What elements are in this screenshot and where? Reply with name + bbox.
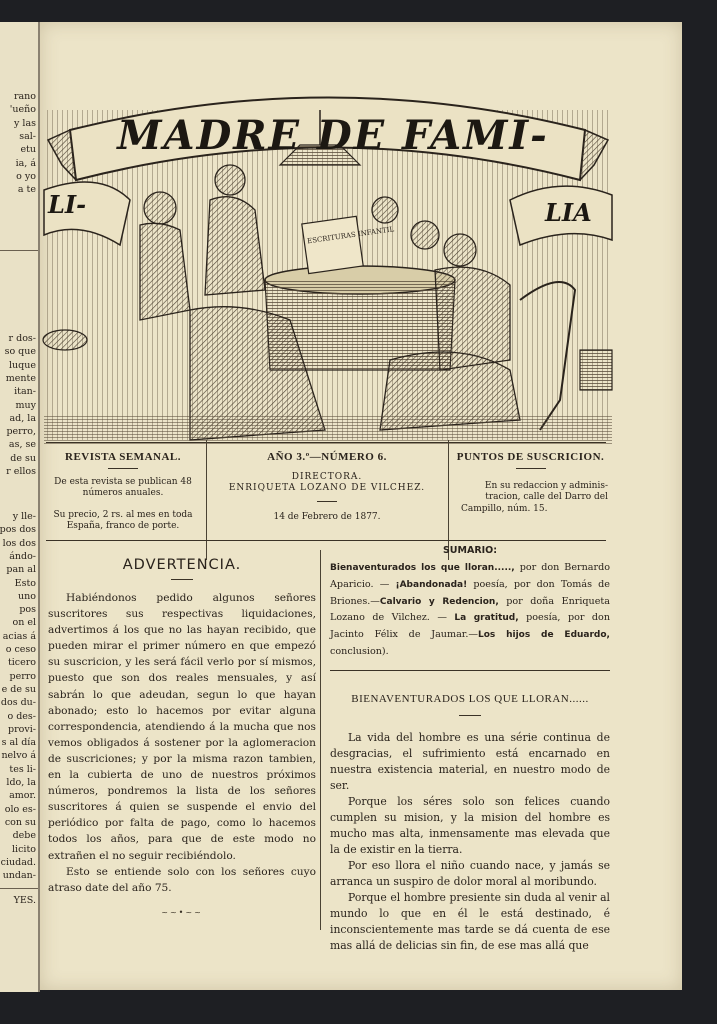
ornament: ~~•~~ bbox=[161, 907, 203, 917]
info-bottom-rule bbox=[46, 540, 606, 541]
left-page-rule bbox=[0, 250, 38, 251]
left-page-text-fragment: o yo bbox=[16, 170, 36, 182]
sumario-rule bbox=[330, 670, 610, 671]
issue-number: AÑO 3.º—NÚMERO 6. bbox=[267, 451, 387, 463]
director-role: DIRECTORA. bbox=[291, 471, 363, 482]
left-page-text-fragment: e de su bbox=[1, 683, 36, 695]
sumario-item-byline: por doña Enriqueta Lozano de Vilchez. — bbox=[330, 595, 610, 624]
info-left-line: Su precio, 2 rs. al mes en toda bbox=[53, 509, 193, 520]
article-paragraph: Porque los séres solo son felices cuando cumplen su mision, y la mision del hombre es mucho mas alta, inmensamente mas elevada que la de existir en la tierra. bbox=[330, 794, 610, 856]
left-page-text-fragment: y lle- bbox=[12, 511, 36, 522]
title-rule bbox=[459, 715, 481, 716]
left-page-text-fragment: as, se bbox=[8, 439, 36, 451]
info-left-line: números anuales. bbox=[82, 488, 164, 498]
masthead bbox=[40, 70, 617, 460]
left-page-text-fragment: ldo, la bbox=[6, 777, 36, 788]
left-page-text-fragment: ticero bbox=[7, 657, 36, 669]
right-column bbox=[330, 545, 610, 954]
sumario-item-byline: poesía, por don Tomás de Briones.— bbox=[330, 578, 610, 607]
masthead-title-suffix-left: LI- bbox=[48, 190, 87, 219]
article-title: BIENAVENTURADOS LOS QUE LLORAN...... bbox=[351, 692, 589, 705]
sumario-item-byline: poesía, por don Jacinto Félix de Jaumar.— bbox=[330, 612, 611, 641]
left-page-text-fragment: itan- bbox=[14, 386, 36, 398]
left-page-text-fragment: sal- bbox=[19, 130, 36, 142]
advertencia-title: ADVERTENCIA. bbox=[122, 557, 242, 573]
masthead-title-suffix-right: LIA bbox=[545, 198, 592, 227]
illustration-sign: ESCRITURAS INFANTIL bbox=[306, 225, 395, 246]
info-subscription-column bbox=[48, 440, 198, 574]
sumario-item-title: Los hijos de Eduardo, bbox=[477, 630, 610, 641]
left-page-text-fragment: perro, bbox=[6, 426, 36, 438]
info-left-line: De esta revista se publican 48 bbox=[54, 476, 192, 487]
advertencia-column bbox=[48, 557, 316, 917]
info-right-heading: PUNTOS DE SUSCRICION. bbox=[456, 451, 605, 463]
sumario-text bbox=[330, 560, 610, 660]
newspaper-page bbox=[40, 22, 682, 990]
left-page-text-fragment: ándo- bbox=[9, 550, 36, 562]
left-page-text-fragment: pos dos bbox=[0, 524, 36, 536]
sumario-title: SUMARIO: bbox=[442, 545, 498, 556]
left-page-text-fragment: ciudad. bbox=[0, 856, 36, 868]
left-page-text-fragment: provi- bbox=[8, 723, 36, 735]
left-page-text-fragment: mente bbox=[5, 372, 36, 384]
left-page-text-fragment: acias á bbox=[2, 630, 36, 642]
left-page-text-fragment: rano bbox=[13, 91, 36, 102]
left-page-text-fragment: y las bbox=[14, 117, 36, 129]
info-right-line: Campillo, núm. 15. bbox=[461, 503, 548, 514]
left-page-text-fragment: licito bbox=[12, 843, 36, 855]
left-page-text-fragment: dos du- bbox=[0, 697, 36, 709]
left-page-text-fragment: 'ueño bbox=[9, 104, 36, 116]
article-paragraph: La vida del hombre es una série continua de desgracias, el sufrimiento está encarnado en nuestra existencia material, en nuestro modo de ser. bbox=[330, 730, 610, 792]
left-page-text-fragment: undan- bbox=[2, 870, 36, 882]
sumario-item-title: ¡Abandonada! bbox=[395, 579, 468, 590]
left-page-text-fragment: perro bbox=[9, 670, 36, 682]
masthead-title: MADRE DE FAMI- bbox=[117, 112, 549, 159]
left-page-text-fragment: etu bbox=[20, 144, 36, 156]
left-page-text-fragment: r dos- bbox=[8, 333, 36, 344]
left-page-text-fragment: on el bbox=[12, 617, 36, 629]
left-page-text-fragment: pan al bbox=[6, 564, 36, 576]
issue-date: 14 de Febrero de 1877. bbox=[273, 511, 381, 522]
left-page-text-fragment: Esto bbox=[14, 577, 36, 589]
column-separator bbox=[320, 550, 321, 930]
left-page-text-fragment: o des- bbox=[7, 710, 36, 722]
left-page-text-fragment: los dos bbox=[2, 537, 36, 549]
left-page-text-fragment: s al día bbox=[1, 737, 36, 749]
sumario-item-byline: conclusion). bbox=[330, 645, 389, 657]
left-page-text-fragment: o ceso bbox=[5, 644, 36, 655]
left-page-text-fragment: con su bbox=[4, 816, 36, 828]
info-left-heading: REVISTA SEMANAL. bbox=[65, 451, 181, 463]
left-page-text-fragment: nelvo á bbox=[1, 750, 36, 762]
advertencia-paragraph: Habiéndonos pedido algunos señores suscritores sus respectivas liquidaciones, advertimos á los que no las hayan recibido, que pueden mirar el primer número en que empezó su suscricion, y les será fácil verlo por sí mismos, puesto que son dos reales mensuales, y así sabrán lo que adeudan, segun lo que hayan abonado; esto lo hacemos por evitar alguna correspondencia, atendiendo á la mucha que nos vemos obligados á sostener por la aglomeracion de suscriciones; y por la misma razon tambien, en la cubierta de uno de nuestros próximos números, pondremos la lista de los señores suscritores á quien se suspende el envio del periódico por falta de pago, como lo hacemos todos los años, para que de este modo no extrañen el no seguir recibiéndolo. bbox=[48, 592, 316, 862]
left-page-text-fragment: YES. bbox=[13, 895, 36, 906]
sumario-item-byline: por don Bernardo Aparicio. — bbox=[330, 562, 610, 590]
left-page-text-fragment: ad, la bbox=[9, 412, 36, 424]
sumario-item-title: Bienaventurados los que lloran....., bbox=[330, 563, 515, 573]
info-separator bbox=[206, 440, 207, 560]
info-right-line: En su redaccion y adminis- bbox=[484, 480, 608, 491]
director-name: ENRIQUETA LOZANO DE VILCHEZ. bbox=[228, 483, 426, 493]
left-page-text-fragment: tes li- bbox=[9, 763, 36, 775]
info-left-line: España, franco de porte. bbox=[66, 521, 180, 531]
left-page-text-fragment: luque bbox=[9, 359, 36, 371]
left-page-text-fragment: debe bbox=[12, 830, 36, 842]
left-page-text-fragment: so que bbox=[4, 346, 36, 358]
title-rule bbox=[171, 579, 193, 580]
sumario-item-title: La gratitud, bbox=[454, 613, 519, 624]
left-page-text-fragment: amor. bbox=[9, 790, 36, 802]
info-separator bbox=[448, 440, 449, 560]
left-page-fragment bbox=[0, 22, 40, 992]
left-page-text-fragment: a te bbox=[17, 184, 36, 196]
info-right-line: tracion, calle del Darro del bbox=[485, 492, 608, 502]
left-page-text-fragment: uno bbox=[18, 590, 36, 602]
info-row bbox=[48, 440, 608, 562]
left-page-text-fragment: olo es- bbox=[4, 803, 36, 815]
advertencia-paragraph: Esto se entiende solo con los señores cuyo atraso date del año 75. bbox=[48, 865, 316, 894]
left-page-text-fragment: de su bbox=[10, 452, 36, 464]
article-paragraph: Por eso llora el niño cuando nace, y jamás se arranca un suspiro de dolor moral al moribundo. bbox=[330, 858, 610, 888]
sumario-item-title: Calvario y Redencion, bbox=[379, 596, 499, 607]
left-page-text-fragment: ia, á bbox=[15, 157, 36, 169]
left-page-text-fragment: pos bbox=[19, 604, 36, 616]
article-paragraph: Porque el hombre presiente sin duda al venir al mundo lo que en él le está destinado, é inconscientemente mas tarde se dá cuenta de ese mas allá de delicias sin fin, de ese mas allá que bbox=[330, 890, 610, 952]
left-page-rule bbox=[0, 888, 38, 889]
left-page-text-fragment: r ellos bbox=[6, 466, 36, 477]
left-page-text-fragment: muy bbox=[15, 399, 36, 411]
